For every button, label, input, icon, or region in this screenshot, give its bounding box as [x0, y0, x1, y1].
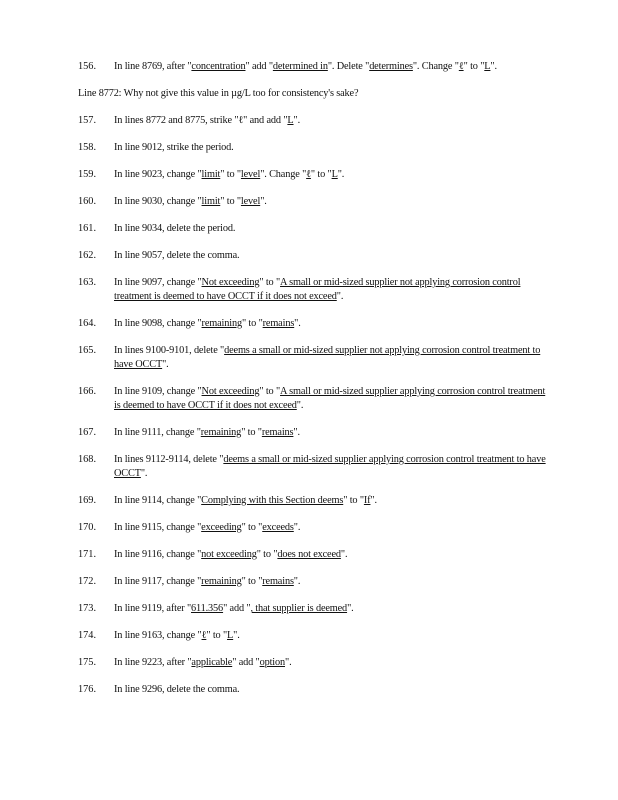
text-run: ".	[293, 115, 300, 126]
item-text	[114, 548, 548, 562]
item-number: 168.	[78, 454, 97, 465]
text-run: " to "	[256, 549, 278, 560]
text-run: " to "	[259, 277, 281, 288]
item-number: 158.	[78, 142, 97, 153]
underlined-text: A small or mid-sized supplier applying corrosion control treatment is deemed to have OCCT if it does not exceed	[114, 386, 546, 411]
text-run: " to "	[310, 169, 332, 180]
item-number: 156.	[78, 61, 97, 72]
item-text	[114, 385, 548, 413]
text-run: In line 9030, change "	[114, 196, 202, 207]
list-item	[78, 317, 548, 331]
underlined-text: deems a small or mid-sized supplier not applying corrosion control treatment to have OCCT	[114, 345, 541, 370]
underlined-text: determined in	[272, 61, 328, 72]
list-item	[78, 602, 548, 616]
text-run: In line 9109, change "	[114, 386, 202, 397]
text-run: In line 9116, change "	[114, 549, 202, 560]
text-run: " add "	[245, 61, 273, 72]
item-number: 163.	[78, 277, 97, 288]
text-run: In line 9115, change "	[114, 522, 202, 533]
underlined-text: remains	[262, 318, 295, 329]
text-run: ".	[294, 318, 301, 329]
text-run: In line 9163, change "	[114, 630, 202, 641]
list-item	[78, 629, 548, 643]
underlined-text: not exceeding	[201, 549, 257, 560]
item-number: 173.	[78, 603, 97, 614]
text-run: In line 9034, delete the period.	[114, 223, 236, 234]
item-number: 176.	[78, 684, 97, 695]
text-run: In line 9296, delete the comma.	[114, 684, 240, 695]
text-run: ".	[162, 359, 169, 370]
item-number: 167.	[78, 427, 97, 438]
text-run: In line 9111, change "	[114, 427, 201, 438]
underlined-text: ℓ	[201, 630, 207, 641]
underlined-text: ℓ	[458, 61, 464, 72]
item-text	[114, 114, 548, 128]
underlined-text: remaining	[201, 318, 242, 329]
text-run: In line 9023, change "	[114, 169, 202, 180]
list-item	[78, 426, 548, 440]
underlined-text: L	[484, 61, 491, 72]
list-item	[78, 141, 548, 155]
text-run: In line 9114, change "	[114, 495, 202, 506]
underlined-text: level	[240, 196, 261, 207]
list-item	[78, 249, 548, 263]
text-run: ".	[285, 657, 292, 668]
list-item	[78, 344, 548, 372]
underlined-text: limit	[201, 169, 221, 180]
underlined-text: Complying with this Section deems	[201, 495, 344, 506]
list-item	[78, 385, 548, 413]
underlined-text: remaining	[200, 427, 242, 438]
item-text	[114, 494, 548, 508]
item-number: 160.	[78, 196, 97, 207]
text-run: ".	[490, 61, 497, 72]
item-text	[114, 168, 548, 182]
reviewer-note	[78, 87, 548, 101]
list-item	[78, 276, 548, 304]
item-text	[114, 629, 548, 643]
item-number: 175.	[78, 657, 97, 668]
item-number: 159.	[78, 169, 97, 180]
text-run: ".	[293, 576, 301, 587]
text-run: ".	[233, 630, 240, 641]
item-text	[114, 683, 548, 697]
underlined-text: Not exceeding	[201, 386, 260, 397]
list-item	[78, 494, 548, 508]
text-run: ".	[296, 400, 304, 411]
text-run: " add "	[232, 657, 260, 668]
list-item	[78, 114, 548, 128]
underlined-text: level	[240, 169, 261, 180]
item-text	[114, 575, 548, 589]
underlined-text: concentration	[191, 61, 246, 72]
list-item	[78, 548, 548, 562]
text-run: In line 9119, after "	[114, 603, 192, 614]
item-number: 164.	[78, 318, 97, 329]
underlined-text: L	[331, 169, 338, 180]
list-item	[78, 222, 548, 236]
underlined-text: L	[287, 115, 294, 126]
item-number: 157.	[78, 115, 97, 126]
underlined-text: L	[227, 630, 234, 641]
text-run: " to "	[463, 61, 485, 72]
item-text	[114, 426, 548, 440]
underlined-text: option	[259, 657, 286, 668]
text-run: In line 9097, change "	[114, 277, 202, 288]
item-number: 174.	[78, 630, 97, 641]
item-number: 172.	[78, 576, 97, 587]
text-run: In line 9098, change "	[114, 318, 202, 329]
underlined-text: A small or mid-sized supplier not applying corrosion control treatment is deemed to have OCCT if it does not exceed	[114, 277, 521, 302]
underlined-text: 611.356	[191, 603, 224, 614]
text-run: In line 8769, after "	[114, 61, 192, 72]
underlined-text: , that supplier is deemed	[250, 603, 348, 614]
item-text	[114, 656, 548, 670]
revision-list	[78, 60, 548, 710]
item-number: 169.	[78, 495, 97, 506]
underlined-text: Not exceeding	[201, 277, 260, 288]
item-text	[114, 249, 548, 263]
item-text	[114, 222, 548, 236]
underlined-text: If	[363, 495, 371, 506]
underlined-text: deems a small or mid-sized supplier applying corrosion control treatment to have OCCT	[114, 454, 546, 479]
text-run: " to "	[241, 522, 263, 533]
text-run: " to "	[220, 169, 241, 180]
text-run: In line 9223, after "	[114, 657, 192, 668]
text-run: ".	[260, 196, 267, 207]
item-text	[114, 141, 548, 155]
text-run: ". Change "	[412, 61, 459, 72]
text-run: " to "	[343, 495, 364, 506]
underlined-text: limit	[201, 196, 221, 207]
text-run: ".	[347, 603, 354, 614]
underlined-text: remains	[262, 576, 294, 587]
underlined-text: remaining	[201, 576, 242, 587]
text-run: In line 9117, change "	[114, 576, 202, 587]
text-run: ". Delete "	[327, 61, 370, 72]
text-run: In lines 8772 and 8775, strike "ℓ" and add "	[114, 115, 288, 126]
item-number: 170.	[78, 522, 97, 533]
text-run: ".	[340, 549, 348, 560]
list-item	[78, 195, 548, 209]
text-run: " to "	[241, 427, 262, 438]
item-text	[114, 344, 548, 372]
text-run: ".	[293, 522, 301, 533]
text-run: ".	[140, 468, 148, 479]
item-number: 171.	[78, 549, 97, 560]
item-text	[114, 521, 548, 535]
text-run: ".	[370, 495, 377, 506]
text-run: " add "	[223, 603, 251, 614]
list-item	[78, 575, 548, 589]
item-number: 162.	[78, 250, 97, 261]
item-text	[114, 453, 548, 481]
text-run: ".	[337, 169, 345, 180]
item-number: 161.	[78, 223, 97, 234]
text-run: In lines 9100-9101, delete "	[114, 345, 225, 356]
underlined-text: does not exceed	[277, 549, 341, 560]
underlined-text: exceeds	[262, 522, 294, 533]
text-run: ".	[336, 291, 344, 302]
list-item	[78, 168, 548, 182]
text-run: " to "	[220, 196, 241, 207]
underlined-text: remains	[261, 427, 294, 438]
item-number: 165.	[78, 345, 97, 356]
item-text	[114, 276, 548, 304]
underlined-text: ℓ	[306, 169, 311, 180]
item-text	[114, 317, 548, 331]
item-text	[114, 60, 548, 74]
text-run: " to "	[259, 386, 281, 397]
text-run: In line 9012, strike the period.	[114, 142, 234, 153]
list-item	[78, 656, 548, 670]
list-item	[78, 453, 548, 481]
underlined-text: determines	[369, 61, 413, 72]
item-number: 166.	[78, 386, 97, 397]
text-run: ".	[293, 427, 300, 438]
underlined-text: exceeding	[201, 522, 242, 533]
text-run: ". Change "	[260, 169, 307, 180]
text-run: " to "	[206, 630, 228, 641]
list-item	[78, 521, 548, 535]
text-run: " to "	[241, 576, 263, 587]
text-run: In lines 9112-9114, delete "	[114, 454, 224, 465]
text-run: In line 9057, delete the comma.	[114, 250, 240, 261]
text-run: " to "	[241, 318, 263, 329]
underlined-text: applicable	[191, 657, 233, 668]
list-item	[78, 683, 548, 697]
list-item	[78, 60, 548, 74]
item-text	[114, 602, 548, 616]
item-text	[114, 195, 548, 209]
text-run: Line 8772: Why not give this value in µg/L too for consistency's sake?	[78, 88, 359, 99]
